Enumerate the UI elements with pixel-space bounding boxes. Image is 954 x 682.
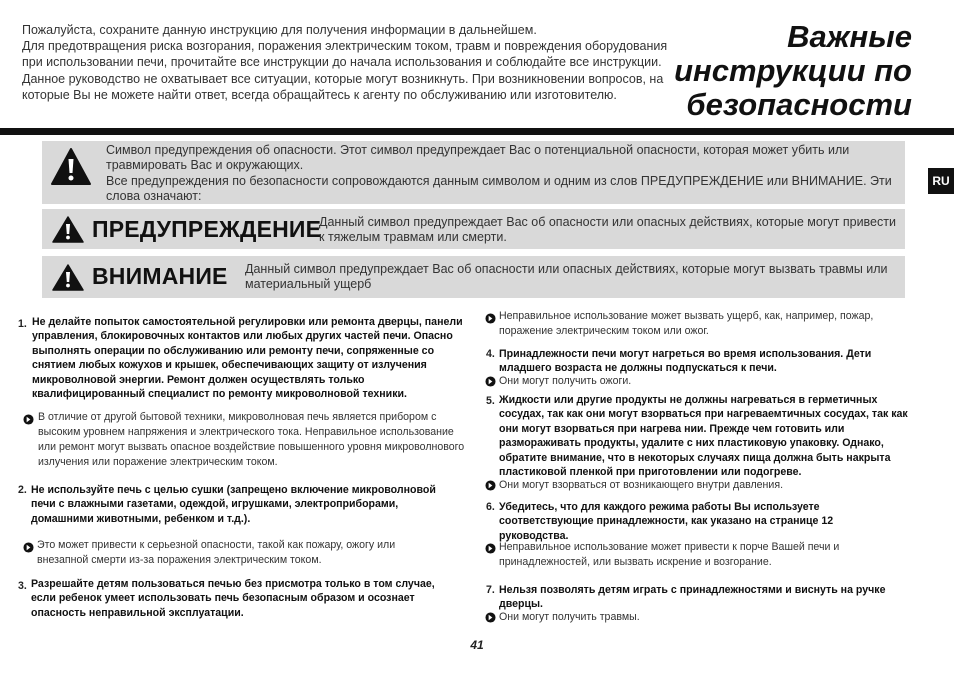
page-number: 41 xyxy=(470,638,484,652)
symbol-description: Символ предупреждения об опасности. Этот символ предупреждает Вас о потенциальной опасности, которая может убить или травмировать Вас и окружающих. xyxy=(106,143,850,173)
note-7-text: Они могут получить травмы. xyxy=(499,611,640,623)
title-line-3: безопасности xyxy=(686,87,912,122)
caution-box xyxy=(42,256,905,298)
note-6-text: Неправильное использование может привести к порче Вашей печи и принадлежностей, или вызвать искрение и возгорание. xyxy=(499,541,840,568)
arrow-circle-icon xyxy=(485,480,496,491)
warning-label: ПРЕДУПРЕЖДЕНИЕ xyxy=(92,216,322,242)
item-5-number: 5. xyxy=(486,395,495,407)
item-6-text: Убедитесь, что для каждого режима работы Вы используете соответствующие принадлежности, как указано на странице 12 руководства. xyxy=(499,501,834,542)
item-7-number: 7. xyxy=(486,584,495,596)
item-1-number: 1. xyxy=(18,318,27,330)
item-6-number: 6. xyxy=(486,501,495,513)
warning-box xyxy=(42,209,905,249)
warning-triangle-icon xyxy=(50,147,92,187)
item-2-number: 2. xyxy=(18,484,27,496)
note-2-text: Это может привести к серьезной опасности, такой как пожару, ожогу или внезапной смерти из-за поражения электрическим током. xyxy=(37,539,396,566)
item-3-number: 3. xyxy=(18,580,27,592)
language-tab: RU xyxy=(928,168,954,194)
item-1-text: Не делайте попыток самостоятельной регулировки или ремонта дверцы, панели управления, блокировочных контактов или любых других частей печи. Опасно выполнять операции по обслуживанию или ремонту печи, сопряженные со снятием любых кожухов и крышек, обеспечивающих защиту от излучения микроволновой энергии. Ремонт должен осуществлять только квалифицированный специалист по ремонту микроволновой техники. xyxy=(32,316,463,401)
note-0-text: Неправильное использование может вызвать ущерб, как, например, пожар, поражение электрическим током или ожог. xyxy=(499,310,874,337)
page-title xyxy=(652,20,912,122)
item-3-text: Разрешайте детям пользоваться печью без присмотра только в том случае, если ребенок умеет использовать печь безопасным образом и осознает опасность неправильной эксплуатации. xyxy=(31,578,435,619)
symbol-explanation-box xyxy=(42,141,905,204)
title-line-1: Важные xyxy=(787,19,912,54)
warning-triangle-icon xyxy=(52,264,84,292)
item-4-number: 4. xyxy=(486,348,495,360)
intro-paragraph-2: Для предотвращения риска возгорания, поражения электрическим током, травм и повреждения оборудования при использовании печи, прочитайте все инструкции до начала использования и соблюдайте все инструкции. Данное руководство не охватывает все ситуации, которые могут возникнуть. При возникновении вопросов, на которые Вы не можете найти ответ, всегда обращайтесь к агенту по обслуживанию или изготовителю. xyxy=(22,39,668,102)
warning-description: Данный символ предупреждает Вас об опасности или опасных действиях, которые могут привести к тяжелым травмам или смерти. xyxy=(319,215,896,245)
arrow-circle-icon xyxy=(23,542,34,553)
arrow-circle-icon xyxy=(485,612,496,623)
item-5-text: Жидкости или другие продукты не должны нагреваться в герметичных сосудах, так как они могут взорваться при нагреваемтичных сосудах, так как они могут взорваться при нагрева нии. Прежде чем готовить или размораживать продукты, удалите с них пластиковую упаковку. Однако, обратите внимание, что в некоторых случаях пища должна быть накрыта пластиковой пленкой при приготовлении или подогреве. xyxy=(499,394,908,479)
note-5-text: Они могут взорваться от возникающего внутри давления. xyxy=(499,479,784,491)
warning-triangle-icon xyxy=(52,216,84,244)
caution-label: ВНИМАНИЕ xyxy=(92,263,228,289)
arrow-circle-icon xyxy=(485,376,496,387)
item-4-text: Принадлежности печи могут нагреться во время использования. Дети младшего возраста не должны подпускаться к печи. xyxy=(499,348,872,375)
header-divider xyxy=(0,128,954,135)
arrow-circle-icon xyxy=(485,313,496,324)
title-line-2: инструкции по xyxy=(674,53,912,88)
intro-paragraph-1: Пожалуйста, сохраните данную инструкцию для получения информации в дальнейшем. xyxy=(22,23,537,37)
note-4-text: Они могут получить ожоги. xyxy=(499,375,632,387)
item-2-text: Не используйте печь с целью сушки (запрещено включение микроволновой печи с влажными газетами, одеждой, игрушками, электроприборами, домашними животными, ребенком и т.д.). xyxy=(31,484,436,525)
intro-text xyxy=(22,22,682,103)
arrow-circle-icon xyxy=(23,414,34,425)
arrow-circle-icon xyxy=(485,543,496,554)
symbol-words-description: Все предупреждения по безопасности сопровождаются данным символом и одним из слов ПРЕДУПРЕЖДЕНИЕ или ВНИМАНИЕ. Эти слова означают: xyxy=(106,173,892,203)
item-7-text: Нельзя позволять детям играть с принадлежностями и виснуть на ручке дверцы. xyxy=(499,584,886,611)
caution-description: Данный символ предупреждает Вас об опасности или опасных действиях, которые могут вызвать травмы или материальный ущерб xyxy=(245,262,888,292)
note-1-text: В отличие от другой бытовой техники, микроволновая печь является прибором с высоким уровнем напряжения и электрического тока. Неправильное использование или ремонт могут вызвать опасное воздействие повышенного уровня микроволнового излучения или поражение электрическим током. xyxy=(38,411,465,468)
